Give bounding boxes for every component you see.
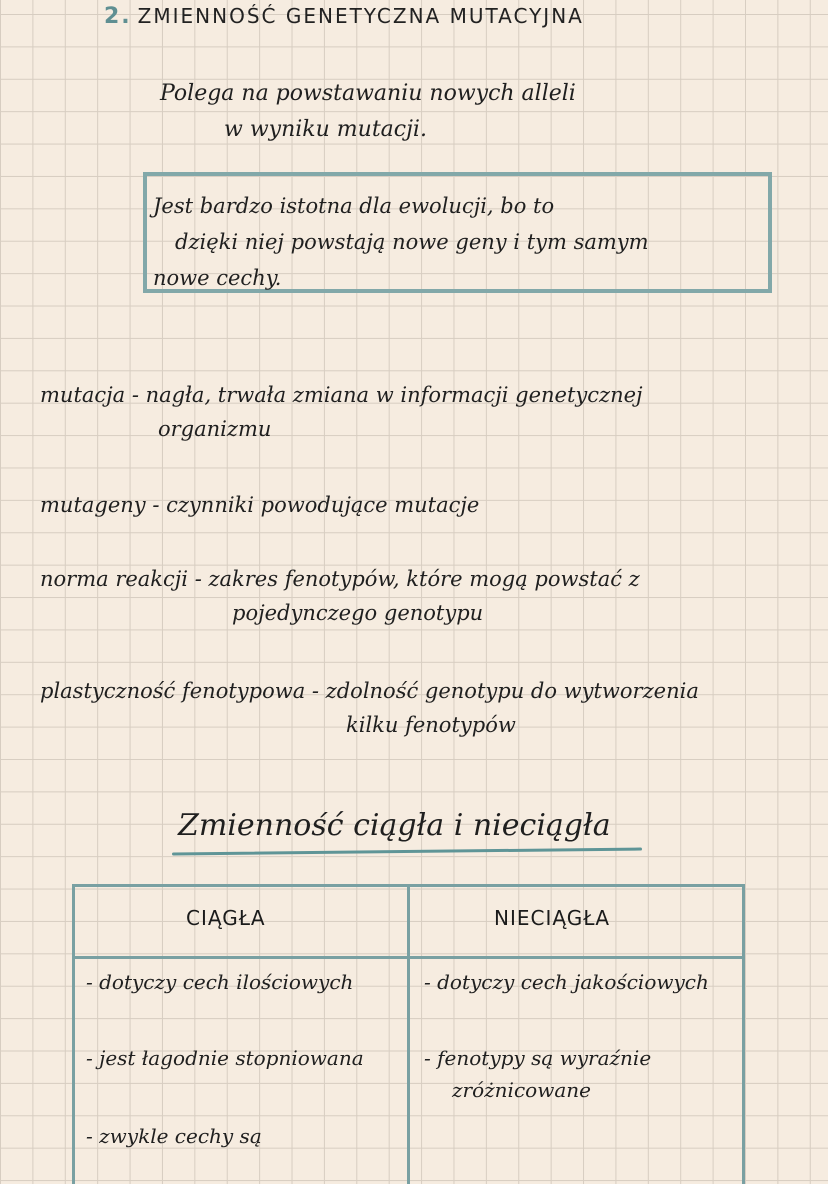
definition-continuation: pojedynczego genotypu [232,601,484,625]
table-header-divider [72,956,745,959]
highlight-line-2: dzięki niej powstają nowe geny i tym samym [175,230,649,254]
table-cell [424,966,709,998]
cell-line: - dotyczy cech jakościowych [424,970,709,994]
intro-line-1: Polega na powstawaniu nowych alleli [160,81,576,106]
cell-line: - dotyczy cech ilościowych [86,970,354,994]
highlight-line-1: Jest bardzo istotna dla ewolucji, bo to [153,194,555,218]
cell-line: - fenotypy są wyraźnie [424,1046,652,1070]
table-column-divider [407,884,410,1184]
table-cell [86,1042,364,1074]
definition-plastycznosc [40,674,699,742]
cell-line: - zwykle cechy są [86,1124,262,1148]
section-heading [104,4,584,29]
definition-text: mutacja - nagła, trwała zmiana w informacji genetycznej [40,383,643,407]
definition-text: plastyczność fenotypowa - zdolność genotypu do wytworzenia [40,679,699,703]
definition-continuation: kilku fenotypów [346,713,516,737]
cell-line: zróżnicowane [452,1078,591,1102]
definition-continuation: organizmu [158,417,272,441]
definition-norma-reakcji [40,562,640,630]
intro-line-2: w wyniku mutacji. [224,117,427,142]
intro-text [160,76,680,148]
table-cell [86,1120,262,1152]
section-title: ZMIENNOŚĆ GENETYCZNA MUTACYJNA [137,4,584,28]
table-cell [424,1042,651,1106]
definition-mutacja [40,378,643,446]
table-header-nieciagla: NIECIĄGŁA [494,906,611,930]
highlight-line-3: nowe cechy. [153,266,282,290]
highlight-box [143,172,772,293]
cell-line: - jest łagodnie stopniowana [86,1046,364,1070]
subtitle-underline [172,848,642,856]
definition-mutageny [40,488,479,522]
table-header-ciagla: CIĄGŁA [186,906,266,930]
subtitle: Zmienność ciągła i nieciągła [178,808,611,843]
definition-text: mutageny - czynniki powodujące mutacje [40,493,480,517]
table-cell [86,966,353,998]
definition-text: norma reakcji - zakres fenotypów, które mogą powstać z [40,567,640,591]
section-number: 2. [104,4,132,29]
